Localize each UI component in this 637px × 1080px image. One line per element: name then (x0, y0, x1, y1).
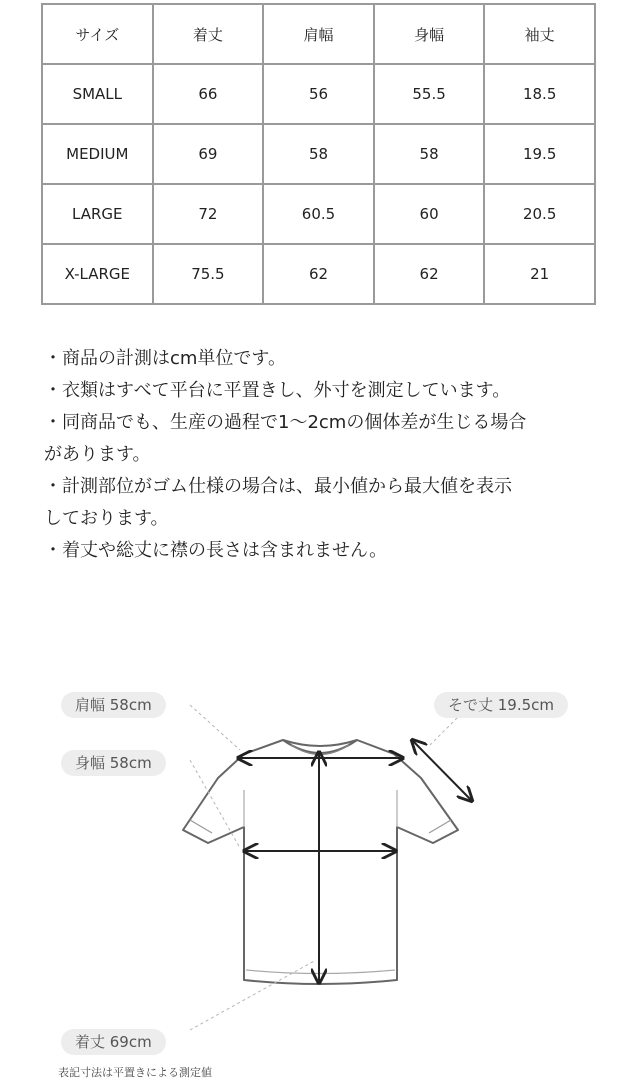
note-line: ・計測部位がゴム仕様の場合は、最小値から最大値を表示 (44, 476, 512, 497)
length-label: 着丈 69cm (61, 1029, 166, 1055)
table-cell: LARGE (42, 184, 153, 244)
table-cell: 60 (374, 184, 485, 244)
measurement-notes (44, 343, 604, 567)
table-cell: 66 (153, 64, 264, 124)
header-cell-sleeve: 袖丈 (484, 4, 595, 64)
table-cell: 62 (374, 244, 485, 304)
table-cell: 19.5 (484, 124, 595, 184)
table-cell: MEDIUM (42, 124, 153, 184)
note-line: ・着丈や総丈に襟の長さは含まれません。 (44, 540, 388, 561)
measurement-diagram (0, 680, 637, 1080)
body-width-label: 身幅 58cm (61, 750, 166, 776)
table-cell: 55.5 (374, 64, 485, 124)
table-cell: 75.5 (153, 244, 264, 304)
note-line: ・商品の計測はcm単位です。 (44, 348, 286, 369)
shoulder-label: 肩幅 58cm (61, 692, 166, 718)
table-row (42, 184, 595, 244)
diagram-caption: 表記寸法は平置きによる測定値 (58, 1066, 212, 1079)
table-cell: 56 (263, 64, 374, 124)
note-line: しております。 (44, 508, 169, 529)
header-cell-body-width: 身幅 (374, 4, 485, 64)
sleeve-length-label: そで丈 19.5cm (434, 692, 568, 718)
table-row (42, 124, 595, 184)
tshirt-outline (183, 740, 458, 984)
table-row (42, 244, 595, 304)
note-line: ・同商品でも、生産の過程で1〜2cmの個体差が生じる場合 (44, 412, 527, 433)
table-cell: X-LARGE (42, 244, 153, 304)
table-cell: 58 (263, 124, 374, 184)
table-cell: 21 (484, 244, 595, 304)
note-line: ・衣類はすべて平台に平置きし、外寸を測定しています。 (44, 380, 511, 401)
table-cell: 72 (153, 184, 264, 244)
table-row (42, 64, 595, 124)
table-cell: 58 (374, 124, 485, 184)
note-line: があります。 (44, 444, 151, 465)
table-cell: SMALL (42, 64, 153, 124)
table-header-row (42, 4, 595, 64)
leader-shoulder (190, 705, 240, 750)
header-cell-shoulder: 肩幅 (263, 4, 374, 64)
table-cell: 60.5 (263, 184, 374, 244)
table-cell: 69 (153, 124, 264, 184)
header-cell-size: サイズ (42, 4, 153, 64)
tshirt-illustration (0, 680, 637, 1080)
header-cell-length: 着丈 (153, 4, 264, 64)
table-cell: 20.5 (484, 184, 595, 244)
table-cell: 62 (263, 244, 374, 304)
table-cell: 18.5 (484, 64, 595, 124)
size-table (41, 3, 596, 305)
